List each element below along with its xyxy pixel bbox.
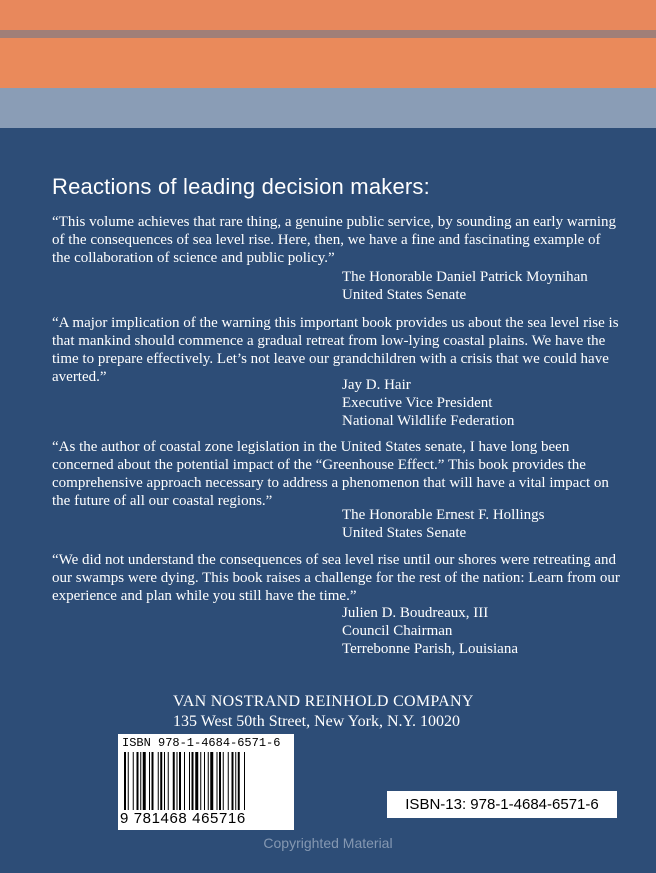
barcode-bar <box>204 752 205 810</box>
barcode-bar <box>173 752 175 810</box>
attribution-line: The Honorable Daniel Patrick Moynihan <box>342 269 588 285</box>
barcode-bar <box>217 752 218 810</box>
barcode-bar <box>208 752 209 810</box>
quote-moynihan: “This volume achieves that rare thing, a genuine public service, by sounding an early warning of the consequences of sea level rise. Here, then, we have a fine and fascinating example of the collaboration of science and public policy.” <box>52 214 616 266</box>
attribution-line: The Honorable Ernest F. Hollings <box>342 507 545 523</box>
barcode-bar <box>232 752 234 810</box>
barcode-bar <box>164 752 165 810</box>
attribution-boudreaux <box>342 604 518 658</box>
barcode-bar <box>133 752 134 810</box>
attribution-line: Executive Vice President <box>342 395 493 411</box>
publisher-block <box>173 692 474 732</box>
attribution-line: Jay D. Hair <box>342 377 411 393</box>
barcode-bar <box>179 752 181 810</box>
attribution-moynihan <box>342 268 588 304</box>
barcode-isbn-label: ISBN 978-1-4684-6571-6 <box>122 736 281 750</box>
barcode-bar <box>192 752 194 810</box>
cover-band-orange-top <box>0 0 656 30</box>
barcode-bar <box>177 752 178 810</box>
barcode-bar <box>152 752 154 810</box>
barcode-bar <box>210 752 213 810</box>
attribution-hair <box>342 376 514 430</box>
barcode-bar <box>140 752 141 810</box>
barcode-bar <box>219 752 221 810</box>
barcode-digits: 9 781468 465716 <box>120 810 246 827</box>
barcode-bar <box>200 752 201 810</box>
attribution-line: Council Chairman <box>342 623 453 639</box>
barcode-bar <box>223 752 224 810</box>
barcode-bar <box>137 752 139 810</box>
quote-boudreaux: “We did not understand the consequences of sea level rise until our shores were retreating and our swamps were dying. This book raises a challenge for the rest of the nation: Learn from our experience and plan while you still have the time.” <box>52 552 620 604</box>
attribution-line: United States Senate <box>342 525 467 541</box>
barcode-bar <box>160 752 162 810</box>
barcode-bar <box>124 752 126 810</box>
attribution-hollings <box>342 506 545 542</box>
barcode-box <box>118 734 294 830</box>
attribution-line: Julien D. Boudreaux, III <box>342 605 489 621</box>
barcode-image <box>124 752 288 810</box>
barcode-bar <box>143 752 146 810</box>
quote-hair: “A major implication of the warning this important book provides us about the sea level rise is that mankind should commence a gradual retreat from low-lying coastal plains. We have the time to prepare effectively. Let’s not leave our grandchildren with a crisis that we could have averted.” <box>52 315 619 385</box>
barcode-bar <box>168 752 169 810</box>
cover-band-light-blue <box>0 88 656 128</box>
barcode-bar <box>235 752 236 810</box>
cover-band-orange <box>0 38 656 88</box>
cover-band-divider <box>0 30 656 38</box>
page-heading: Reactions of leading decision makers: <box>52 174 430 199</box>
barcode-bar <box>238 752 240 810</box>
publisher-address: 135 West 50th Street, New York, N.Y. 10020 <box>173 713 461 730</box>
barcode-bar <box>244 752 245 810</box>
attribution-line: National Wildlife Federation <box>342 413 515 429</box>
quote-hollings: “As the author of coastal zone legislation in the United States senate, I have long been concerned about the potential impact of the “Greenhouse Effect.” This book provides the comprehensive approach necessary to address a phenomenon that will have a vital impact on the future of all our coastal regions.” <box>52 439 609 509</box>
publisher-name: VAN NOSTRAND REINHOLD COMPANY <box>173 693 474 710</box>
barcode-bar <box>195 752 198 810</box>
barcode-bar <box>128 752 129 810</box>
attribution-line: United States Senate <box>342 287 467 303</box>
barcode-bar <box>228 752 229 810</box>
barcode-bar <box>184 752 185 810</box>
barcode-bar <box>149 752 150 810</box>
isbn13-label: ISBN-13: 978-1-4684-6571-6 <box>387 791 617 818</box>
barcode-bar <box>189 752 190 810</box>
copyright-watermark: Copyrighted Material <box>263 835 393 851</box>
attribution-line: Terrebonne Parish, Louisiana <box>342 641 518 657</box>
barcode-bar <box>158 752 159 810</box>
